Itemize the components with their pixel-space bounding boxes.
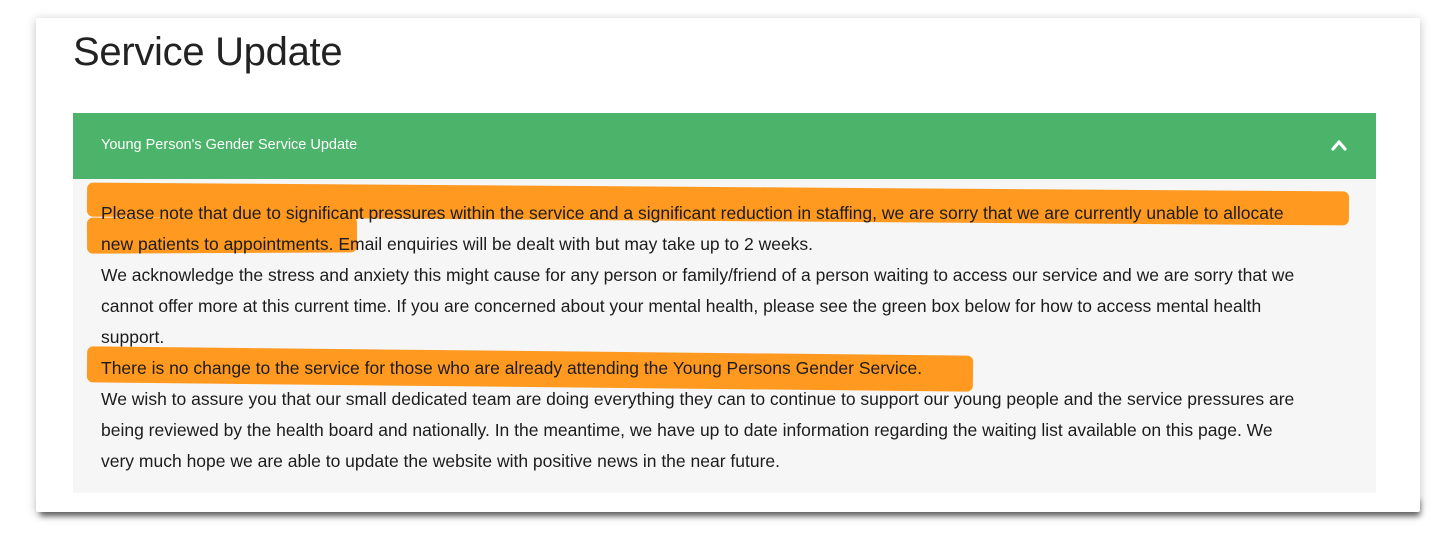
accordion-header[interactable]	[73, 113, 1376, 179]
body-text-line: There is no change to the service for those who are already attending the Young Persons Gender Service.	[101, 358, 923, 378]
body-text-line: cannot offer more at this current time. If you are concerned about your mental health, please see the green box below for how to access mental health	[101, 296, 1262, 316]
accordion-panel	[73, 113, 1376, 493]
content-card	[36, 18, 1420, 512]
body-text-line: very much hope we are able to update the website with positive news in the near future.	[101, 451, 781, 471]
body-text-line: Please note that due to significant pressures within the service and a significant reduction in staffing, we are sorry that we are currently unable to allocate	[101, 203, 1284, 223]
body-text-line: new patients to appointments. Email enquiries will be dealt with but may take up to 2 weeks.	[101, 234, 814, 254]
page-title: Service Update	[73, 30, 343, 74]
body-text-line: We wish to assure you that our small dedicated team are doing everything they can to continue to support our young people and the service pressures are	[101, 389, 1295, 409]
body-text-line: We acknowledge the stress and anxiety this might cause for any person or family/friend of a person waiting to access our service and we are sorry that we	[101, 265, 1295, 285]
body-text-line: support.	[101, 327, 165, 347]
body-text-line: being reviewed by the health board and nationally. In the meantime, we have up to date information regarding the waiting list available on this page. We	[101, 420, 1273, 440]
accordion-title: Young Person's Gender Service Update	[101, 137, 358, 153]
accordion-body	[73, 179, 1376, 493]
chevron-up-icon[interactable]	[1330, 138, 1348, 152]
